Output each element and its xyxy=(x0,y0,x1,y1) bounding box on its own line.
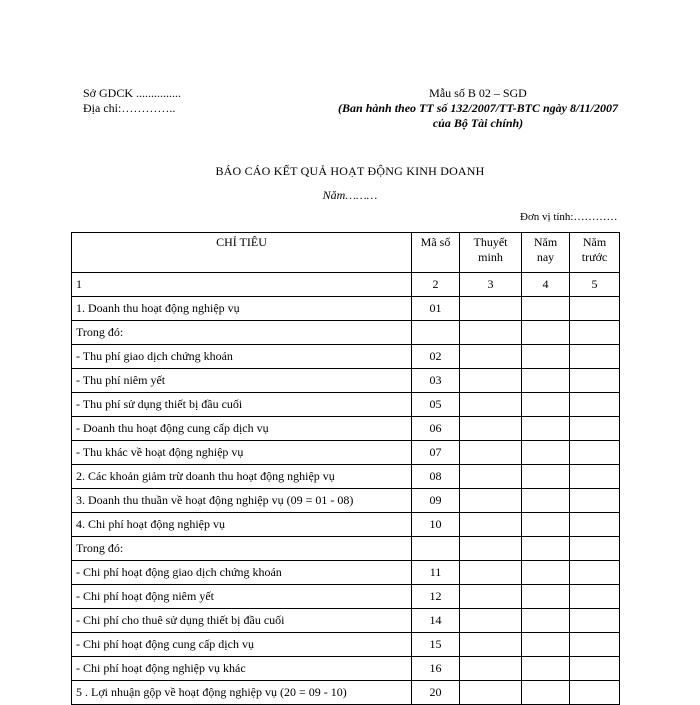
header-last-year: Năm trước xyxy=(570,233,620,273)
row-this-year-cell xyxy=(522,321,570,345)
row-label: - Thu phí giao dịch chứng khoán xyxy=(72,345,412,369)
form-number: Mẫu số B 02 – SGD xyxy=(429,86,527,100)
row-note-cell xyxy=(460,393,522,417)
row-label: 1. Doanh thu hoạt động nghiệp vụ xyxy=(72,297,412,321)
row-code: 10 xyxy=(412,513,460,537)
row-label: - Chi phí hoạt động cung cấp dịch vụ xyxy=(72,633,412,657)
row-last-year-cell xyxy=(570,417,620,441)
table-row xyxy=(72,561,620,585)
row-this-year-cell xyxy=(522,561,570,585)
issuer-name: Sở GDCK ............... xyxy=(83,86,182,100)
row-label: - Thu phí niêm yết xyxy=(72,369,412,393)
row-last-year-cell xyxy=(570,369,620,393)
row-code: 16 xyxy=(412,657,460,681)
row-last-year-cell xyxy=(570,681,620,705)
unit-label: Đơn vị tính:………… xyxy=(520,211,618,223)
row-note-cell xyxy=(460,417,522,441)
row-note-cell xyxy=(460,657,522,681)
table-row xyxy=(72,585,620,609)
row-note-cell xyxy=(460,681,522,705)
row-last-year-cell xyxy=(570,609,620,633)
row-code: 11 xyxy=(412,561,460,585)
row-last-year-cell xyxy=(570,513,620,537)
report-year: Năm……… xyxy=(322,188,378,202)
row-note-cell xyxy=(460,633,522,657)
report-title: BÁO CÁO KẾT QUẢ HOẠT ĐỘNG KINH DOANH xyxy=(215,164,485,178)
row-label: - Chi phí hoạt động niêm yết xyxy=(72,585,412,609)
column-number: 3 xyxy=(460,273,522,297)
header-code: Mã số xyxy=(412,233,460,273)
decree-line-1: (Ban hành theo TT số 132/2007/TT-BTC ngày 8/11/2007 xyxy=(338,101,618,115)
form-info-block xyxy=(318,86,638,131)
row-label: - Doanh thu hoạt động cung cấp dịch vụ xyxy=(72,417,412,441)
row-code: 01 xyxy=(412,297,460,321)
row-this-year-cell xyxy=(522,609,570,633)
row-code: 05 xyxy=(412,393,460,417)
row-last-year-cell xyxy=(570,561,620,585)
row-this-year-cell xyxy=(522,297,570,321)
row-last-year-cell xyxy=(570,537,620,561)
table-row xyxy=(72,657,620,681)
table-row xyxy=(72,537,620,561)
row-last-year-cell xyxy=(570,657,620,681)
row-this-year-cell xyxy=(522,537,570,561)
row-code: 15 xyxy=(412,633,460,657)
issuer-address: Địa chỉ:………….. xyxy=(83,101,176,115)
row-note-cell xyxy=(460,297,522,321)
table-header-row xyxy=(72,233,620,273)
column-number: 2 xyxy=(412,273,460,297)
row-note-cell xyxy=(460,369,522,393)
table-row xyxy=(72,681,620,705)
row-label: - Thu khác về hoạt động nghiệp vụ xyxy=(72,441,412,465)
row-last-year-cell xyxy=(570,633,620,657)
table-row xyxy=(72,465,620,489)
table-row xyxy=(72,345,620,369)
row-code: 07 xyxy=(412,441,460,465)
row-label: 3. Doanh thu thuần về hoạt động nghiệp vụ (09 = 01 - 08) xyxy=(72,489,412,513)
header-note: Thuyết minh xyxy=(460,233,522,273)
row-note-cell xyxy=(460,441,522,465)
row-note-cell xyxy=(460,585,522,609)
row-this-year-cell xyxy=(522,441,570,465)
row-code: 09 xyxy=(412,489,460,513)
row-code: 08 xyxy=(412,465,460,489)
row-code: 14 xyxy=(412,609,460,633)
table-row xyxy=(72,513,620,537)
row-label: Trong đó: xyxy=(72,537,412,561)
row-label: - Chi phí cho thuê sử dụng thiết bị đầu cuối xyxy=(72,609,412,633)
table-row xyxy=(72,369,620,393)
row-this-year-cell xyxy=(522,513,570,537)
row-code xyxy=(412,537,460,561)
decree-line-2: của Bộ Tài chính) xyxy=(432,116,524,130)
column-number-row xyxy=(72,273,620,297)
row-last-year-cell xyxy=(570,297,620,321)
table-row xyxy=(72,321,620,345)
row-this-year-cell xyxy=(522,393,570,417)
row-note-cell xyxy=(460,513,522,537)
row-code: 20 xyxy=(412,681,460,705)
row-this-year-cell xyxy=(522,681,570,705)
row-note-cell xyxy=(460,489,522,513)
row-note-cell xyxy=(460,561,522,585)
row-last-year-cell xyxy=(570,489,620,513)
row-this-year-cell xyxy=(522,369,570,393)
table-row xyxy=(72,609,620,633)
row-code: 12 xyxy=(412,585,460,609)
column-number: 5 xyxy=(570,273,620,297)
row-this-year-cell xyxy=(522,585,570,609)
row-last-year-cell xyxy=(570,393,620,417)
column-number: 1 xyxy=(72,273,412,297)
row-this-year-cell xyxy=(522,417,570,441)
table-row xyxy=(72,633,620,657)
row-label: - Thu phí sử dụng thiết bị đầu cuối xyxy=(72,393,412,417)
row-code: 03 xyxy=(412,369,460,393)
row-this-year-cell xyxy=(522,465,570,489)
row-label: Trong đó: xyxy=(72,321,412,345)
table-row xyxy=(72,417,620,441)
row-label: - Chi phí hoạt động giao dịch chứng khoán xyxy=(72,561,412,585)
row-label: 4. Chi phí hoạt động nghiệp vụ xyxy=(72,513,412,537)
row-this-year-cell xyxy=(522,657,570,681)
row-label: - Chi phí hoạt động nghiệp vụ khác xyxy=(72,657,412,681)
row-note-cell xyxy=(460,609,522,633)
row-label: 2. Các khoản giảm trừ doanh thu hoạt động nghiệp vụ xyxy=(72,465,412,489)
header-indicator: CHỈ TIÊU xyxy=(72,233,412,273)
row-this-year-cell xyxy=(522,489,570,513)
row-code: 06 xyxy=(412,417,460,441)
issuer-block xyxy=(83,86,181,116)
row-last-year-cell xyxy=(570,585,620,609)
row-this-year-cell xyxy=(522,345,570,369)
row-last-year-cell xyxy=(570,321,620,345)
table-row xyxy=(72,441,620,465)
table-row xyxy=(72,489,620,513)
header-this-year: Năm nay xyxy=(522,233,570,273)
table-row xyxy=(72,393,620,417)
report-table xyxy=(71,232,620,705)
row-last-year-cell xyxy=(570,345,620,369)
row-this-year-cell xyxy=(522,633,570,657)
row-note-cell xyxy=(460,465,522,489)
row-code: 02 xyxy=(412,345,460,369)
row-last-year-cell xyxy=(570,465,620,489)
table-row xyxy=(72,297,620,321)
row-label: 5 . Lợi nhuận gộp về hoạt động nghiệp vụ (20 = 09 - 10) xyxy=(72,681,412,705)
row-last-year-cell xyxy=(570,441,620,465)
row-code xyxy=(412,321,460,345)
row-note-cell xyxy=(460,321,522,345)
row-note-cell xyxy=(460,345,522,369)
column-number: 4 xyxy=(522,273,570,297)
row-note-cell xyxy=(460,537,522,561)
